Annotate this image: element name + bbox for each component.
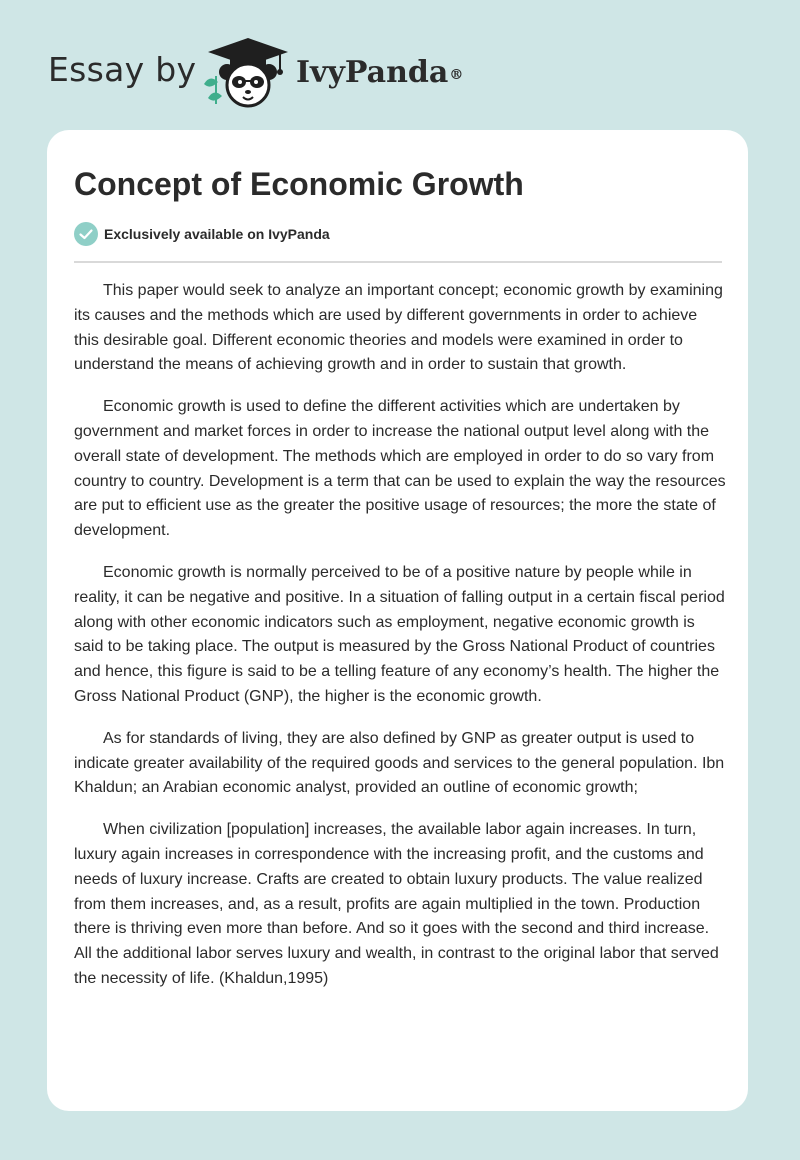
essay-body <box>74 279 726 1009</box>
site-header <box>0 0 800 130</box>
quote-paragraph: When civilization [population] increases, the available labor again increases. In turn, luxury again increases in correspondence with the increasing profit, and the customs and needs of luxury increase. Crafts are created to obtain luxury products. The value realized from them increases, and, as a result, profits are again multiplied in the town. Production there is thriving even more than before. And so it goes with the second and third increase. All the additional labor serves luxury and wealth, in contrast to the original labor that served the necessity of life. (Khaldun,1995) <box>74 821 719 987</box>
essay-card <box>47 130 748 1111</box>
panda-graduate-icon[interactable] <box>200 36 296 108</box>
brand-prefix: Essay by <box>48 50 197 89</box>
brand-name-text: IvyPanda <box>296 55 449 90</box>
check-circle-icon <box>74 222 98 246</box>
paragraph: Economic growth is normally perceived to be of a positive nature by people while in reality, it can be negative and positive. In a situation of falling output in a certain fiscal period along with other economic indicators such as employment, negative economic growth is said to be taking place. The output is measured by the Gross National Product of countries and hence, this figure is said to be a telling feature of any economy’s health. The higher the Gross National Product (GNP), the higher is the economic growth. <box>74 563 725 705</box>
paragraph: This paper would seek to analyze an important concept; economic growth by examining its causes and the methods which are used by different governments in order to achieve this desirable goal. Different economic theories and models were examined in order to understand the means of achieving growth and in order to sustain that growth. <box>74 282 723 374</box>
paragraph: As for standards of living, they are also defined by GNP as greater output is used to indicate greater availability of the required goods and services to the general population. Ibn Khaldun; an Arabian economic analyst, provided an outline of economic growth; <box>74 729 725 797</box>
brand-name[interactable] <box>296 55 463 91</box>
registered-mark: ® <box>449 67 464 83</box>
paragraph: Economic growth is used to define the different activities which are undertaken by government and market forces in order to increase the national output level along with the overall state of development. The methods which are employed in order to do so vary from country to country. Development is a term that can be used to explain the way the resources are put to efficient use as the greater the positive usage of resources; the more the state of development. <box>74 398 726 540</box>
page-title: Concept of Economic Growth <box>74 166 524 202</box>
exclusive-badge <box>74 222 330 246</box>
exclusive-badge-label: Exclusively available on IvyPanda <box>104 226 330 242</box>
divider <box>74 261 722 263</box>
